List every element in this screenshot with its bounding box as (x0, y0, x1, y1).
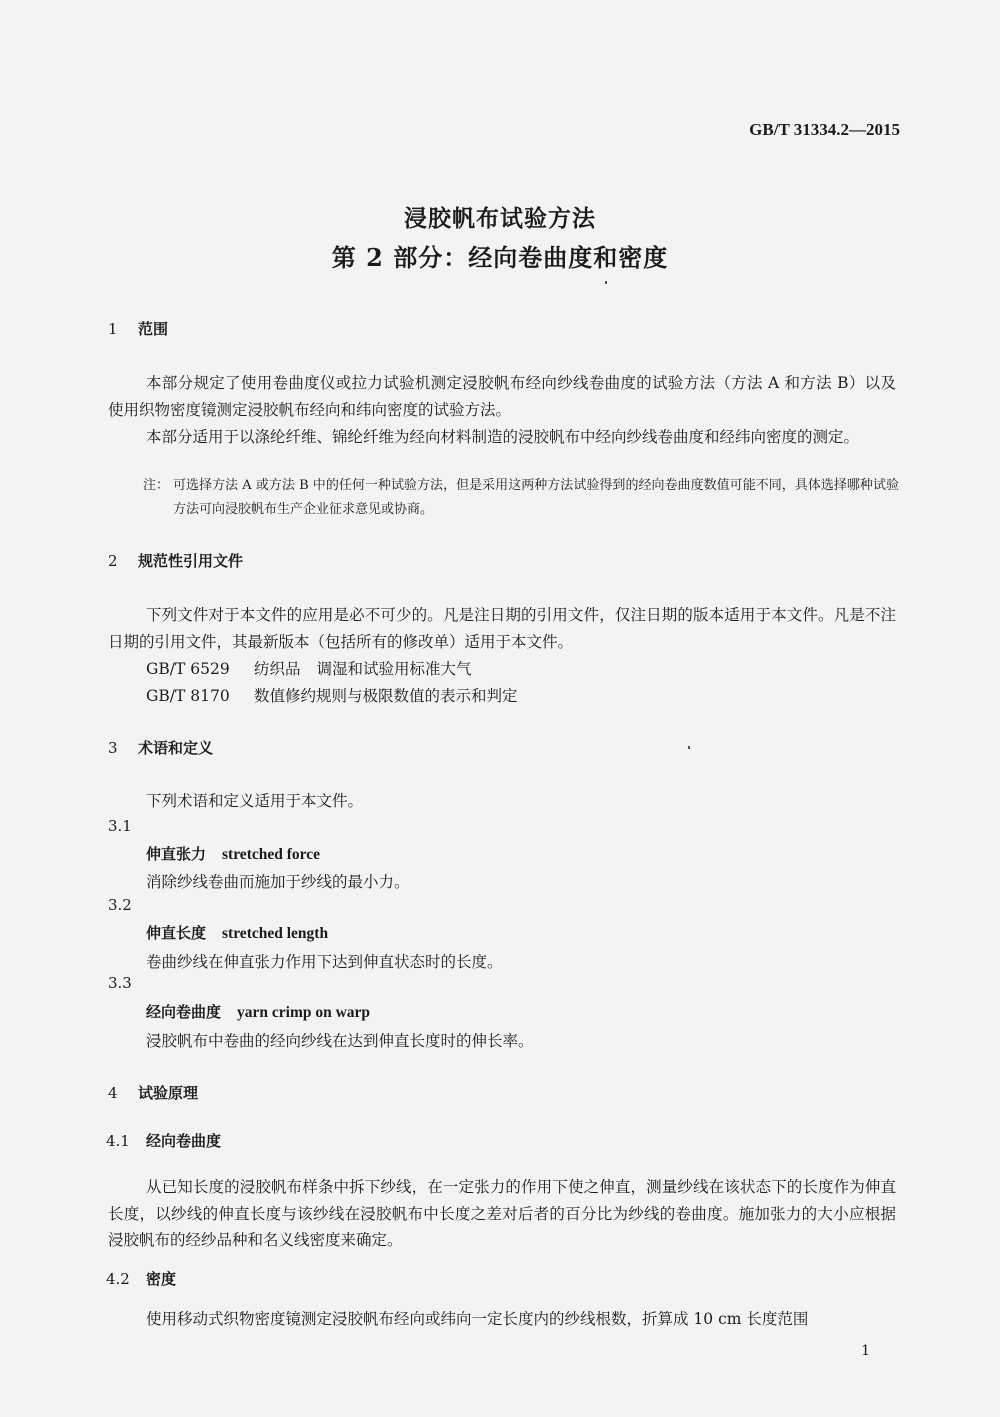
reference-title-a: 纺织品 (254, 660, 301, 678)
scope-paragraph-1: 本部分规定了使用卷曲度仪或拉力试验机测定浸胶帆布经向纱线卷曲度的试验方法（方法 A 和方法 B）以及使用织物密度镜测定浸胶帆布经向和纬向密度的试验方法。 (108, 374, 896, 419)
crimp-principle-paragraph: 从已知长度的浸胶帆布样条中拆下纱线，在一定张力的作用下使之伸直，测量纱线在该状态下的长度作为伸直长度，以纱线的伸直长度与该纱线在浸胶帆布中长度之差对后者的百分比为纱线的卷曲度。施加张力的大小应根据浸胶帆布的经纱品种和名义线密度来确定。 (108, 1178, 896, 1249)
reference-item (146, 684, 518, 706)
term-number: 3.1 (108, 817, 132, 835)
section-number: 4 (108, 1084, 118, 1102)
section-number: 3 (108, 739, 118, 757)
term-name-en: stretched length (222, 925, 329, 942)
standard-number: GB/T 31334.2—2015 (749, 120, 900, 139)
density-principle-paragraph: 使用移动式织物密度镜测定浸胶帆布经向或纬向一定长度内的纱线根数，折算成 10 cm 长度范围 (146, 1310, 809, 1328)
term-name-cn: 伸直长度 (146, 924, 207, 942)
subsection-title: 经向卷曲度 (146, 1132, 222, 1150)
section-number: 1 (108, 320, 118, 338)
section-4-heading (108, 1082, 198, 1103)
term-name-en: stretched force (222, 846, 320, 863)
scan-dot (688, 746, 690, 749)
reference-code: GB/T 8170 (146, 687, 230, 705)
section-title: 规范性引用文件 (138, 552, 244, 570)
scope-paragraph-2: 本部分适用于以涤纶纤维、锦纶纤维为经向材料制造的浸胶帆布中经向纱线卷曲度和经纬向密度的测定。 (146, 428, 860, 446)
section-title: 术语和定义 (138, 739, 214, 757)
section-title: 试验原理 (138, 1084, 199, 1102)
term-name (146, 922, 328, 943)
scope-note (143, 474, 899, 522)
reference-code: GB/T 6529 (146, 660, 230, 678)
term-name-en: yarn crimp on warp (237, 1004, 371, 1021)
reference-title-b: 调湿和试验用标准大气 (316, 660, 472, 678)
term-name-cn: 伸直张力 (146, 845, 207, 863)
term-number: 3.3 (108, 974, 132, 992)
section-title: 范围 (138, 320, 169, 338)
term-name-cn: 经向卷曲度 (146, 1003, 222, 1021)
term-name (146, 1001, 370, 1022)
subsection-number: 4.2 (106, 1270, 130, 1288)
reference-title-a: 数值修约规则与极限数值的表示和判定 (254, 687, 518, 705)
note-label: 注： (143, 478, 170, 493)
normative-references-paragraph: 下列文件对于本文件的应用是必不可少的。凡是注日期的引用文件，仅注日期的版本适用于本文件。凡是不注日期的引用文件，其最新版本（包括所有的修改单）适用于本文件。 (108, 606, 896, 651)
subsection-number: 4.1 (106, 1132, 130, 1150)
reference-item (146, 657, 472, 679)
term-definition: 卷曲纱线在伸直张力作用下达到伸直状态时的长度。 (146, 953, 503, 971)
page-number: 1 (861, 1343, 870, 1359)
note-text: 可选择方法 A 或方法 B 中的任何一种试验方法，但是采用这两种方法试验得到的经向卷曲度数值可能不同，具体选择哪种试验方法可向浸胶帆布生产企业征求意见或协商。 (173, 478, 899, 517)
section-2-heading (108, 550, 243, 571)
subsection-title: 密度 (146, 1270, 177, 1288)
document-title: 浸胶帆布试验方法 (404, 205, 596, 232)
section-3-heading (108, 737, 213, 758)
term-number: 3.2 (108, 896, 132, 914)
scan-dot (605, 281, 607, 284)
document-subtitle: 第 2 部分：经向卷曲度和密度 (331, 243, 669, 272)
term-name (146, 843, 320, 864)
subsection-4-1-heading (106, 1130, 221, 1151)
term-definition: 浸胶帆布中卷曲的经向纱线在达到伸直长度时的伸长率。 (146, 1032, 534, 1050)
section-number: 2 (108, 552, 118, 570)
term-definition: 消除纱线卷曲而施加于纱线的最小力。 (146, 873, 410, 891)
section-1-heading (108, 318, 168, 339)
terms-intro: 下列术语和定义适用于本文件。 (146, 792, 364, 810)
subsection-4-2-heading (106, 1268, 176, 1289)
